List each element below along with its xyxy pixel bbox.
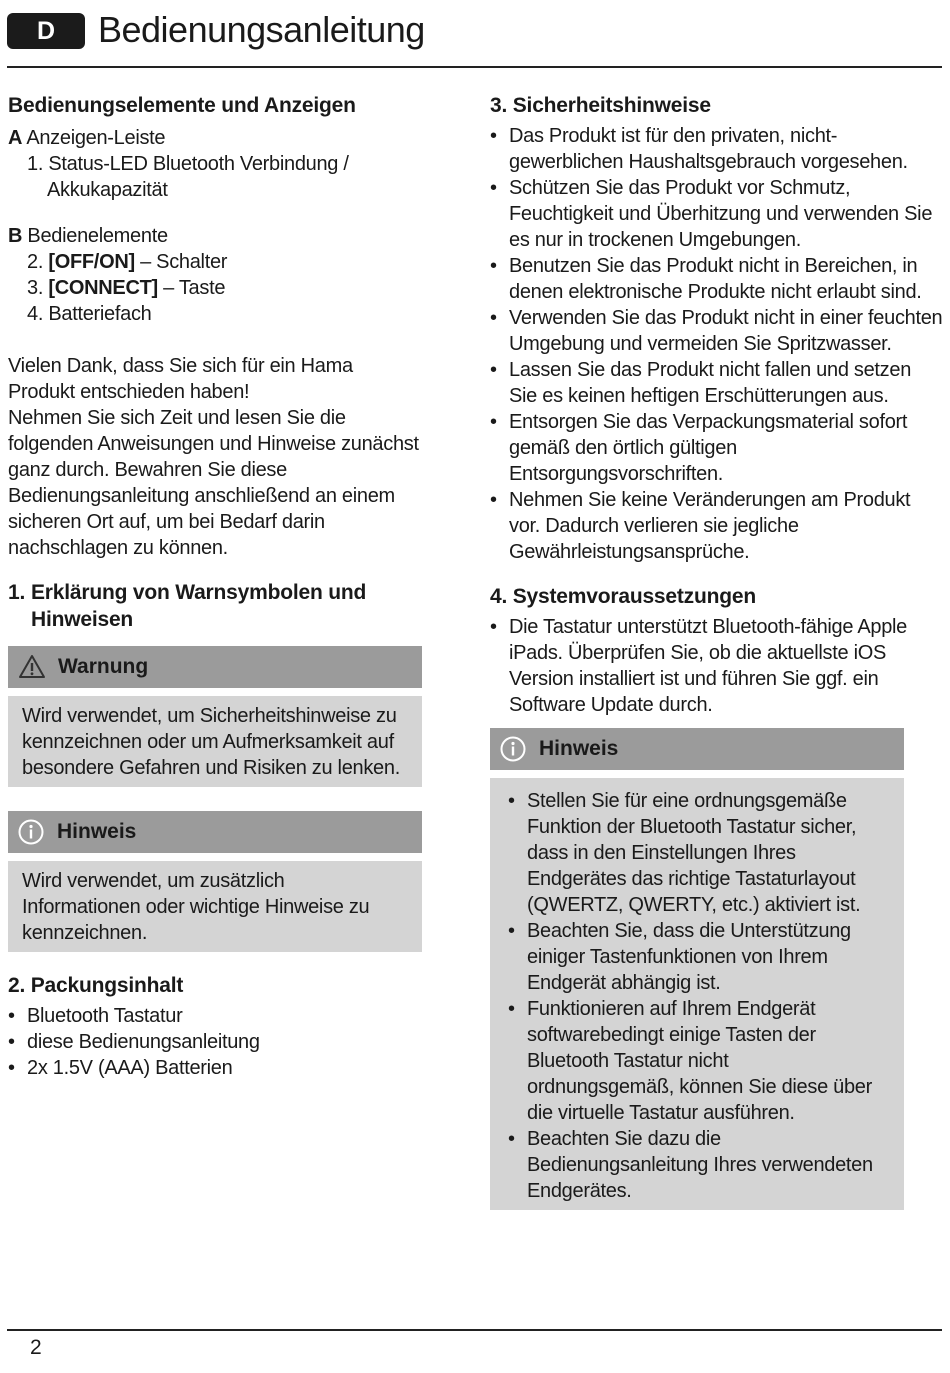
list-item: • Verwenden Sie das Produkt nicht in einer feuchten Umgebung und vermeiden Sie Spritzwasser. bbox=[490, 305, 944, 357]
section3-heading: 3. Sicherheitshinweise bbox=[490, 94, 711, 117]
list-item: • Beachten Sie, dass die Unterstützung einiger Tastenfunktionen von Ihrem Endgerät abhängig ist. bbox=[508, 918, 878, 996]
warning-box-header bbox=[8, 646, 422, 688]
control-item-4: 4. Batteriefach bbox=[27, 303, 152, 325]
list-item: • Benutzen Sie das Produkt nicht in Bereichen, in denen elektronische Produkte nicht erlaubt sind. bbox=[490, 253, 944, 305]
section2-heading: 2. Packungsinhalt bbox=[8, 974, 184, 997]
section1-heading bbox=[8, 579, 422, 633]
list-item: • Entsorgen Sie das Verpackungsmaterial sofort gemäß den örtlich gültigen Entsorgungsvorschriften. bbox=[490, 409, 944, 487]
page-number: 2 bbox=[30, 1336, 42, 1359]
list-item: • Lassen Sie das Produkt nicht fallen und setzen Sie es keinen heftigen Erschütterungen aus. bbox=[490, 357, 944, 409]
note-box-header bbox=[490, 728, 904, 770]
group-a-letter: A bbox=[8, 127, 23, 149]
warning-triangle-icon bbox=[18, 653, 46, 681]
system-list bbox=[490, 614, 930, 718]
group-a-label: Anzeigen-Leiste bbox=[26, 127, 166, 149]
warning-text: Wird verwendet, um Sicherheitshinweise zu kennzeichnen oder um Aufmerksamkeit auf besondere Gefahren und Risiken zu lenken. bbox=[8, 696, 422, 787]
note-box-header bbox=[8, 811, 422, 853]
key-label-connect: [CONNECT] bbox=[48, 277, 158, 299]
list-item: • Das Produkt ist für den privaten, nicht-gewerblichen Haushaltsgebrauch vorgesehen. bbox=[490, 123, 944, 175]
header-rule bbox=[7, 66, 942, 68]
list-item: • Stellen Sie für eine ordnungsgemäße Funktion der Bluetooth Tastatur sicher, dass in den Einstellungen Ihres Endgerätes das richtige Tastaturlayout (QWERTZ, QWERTY, etc.) aktiviert ist. bbox=[508, 788, 878, 918]
list-item: • Bluetooth Tastatur bbox=[8, 1003, 422, 1029]
group-b-label: Bedienelemente bbox=[27, 225, 168, 247]
controls-heading: Bedienungselemente und Anzeigen bbox=[8, 94, 356, 117]
list-item: • diese Bedienungsanleitung bbox=[8, 1029, 422, 1055]
item-desc: – Schalter bbox=[140, 251, 228, 273]
key-label-off-on: [OFF/ON] bbox=[48, 251, 135, 273]
section-number: 1. bbox=[8, 581, 26, 604]
list-item: • Funktionieren auf Ihrem Endgerät softwarebedingt einige Tasten der Bluetooth Tastatur nicht ordnungsgemäß, können Sie diese über die virtuelle Tastatur ausführen. bbox=[508, 996, 878, 1126]
right-column bbox=[490, 92, 944, 1210]
intro-paragraph-2: Nehmen Sie sich Zeit und lesen Sie die folgenden Anweisungen und Hinweise zunächst ganz durch. Bewahren Sie diese Bedienungsanleitung anschließend an einem sicheren Ort auf, um bei Bedarf darin nachschlagen zu können. bbox=[8, 407, 419, 559]
group-b bbox=[8, 223, 422, 249]
item-number: 2. bbox=[27, 251, 44, 273]
page-header bbox=[7, 8, 942, 52]
list-item: • Schützen Sie das Produkt vor Schmutz, Feuchtigkeit und Überhitzung und verwenden Sie es nur in trockenen Umgebungen. bbox=[490, 175, 944, 253]
control-item-3 bbox=[8, 275, 422, 301]
intro-paragraph-1: Vielen Dank, dass Sie sich für ein Hama Produkt entschieden haben! bbox=[8, 355, 353, 403]
control-item-1: 1. Status-LED Bluetooth Verbindung / bbox=[27, 153, 349, 175]
list-item: • Die Tastatur unterstützt Bluetooth-fähige Apple iPads. Überprüfen Sie, ob die aktuellste iOS Version installiert ist und führen Sie ggf. ein Software Update durch. bbox=[490, 614, 930, 718]
list-item: • Beachten Sie dazu die Bedienungsanleitung Ihres verwendeten Endgerätes. bbox=[508, 1126, 878, 1204]
group-b-letter: B bbox=[8, 225, 23, 247]
left-column bbox=[8, 92, 422, 1081]
note-body bbox=[490, 778, 904, 1210]
note-list bbox=[508, 788, 878, 1204]
package-list bbox=[8, 1003, 422, 1081]
language-badge: D bbox=[7, 13, 85, 49]
warning-box bbox=[8, 646, 422, 787]
group-a bbox=[8, 125, 422, 151]
note-label: Hinweis bbox=[539, 737, 619, 760]
document-title: Bedienungsanleitung bbox=[98, 9, 425, 50]
note-text: Wird verwendet, um zusätzlich Informationen oder wichtige Hinweise zu kennzeichnen. bbox=[8, 861, 422, 952]
section-title: Erklärung von Warnsymbolen und Hinweisen bbox=[31, 581, 367, 631]
safety-list bbox=[490, 123, 944, 565]
item-desc: – Taste bbox=[163, 277, 226, 299]
note-label: Hinweis bbox=[57, 820, 137, 843]
section4-heading: 4. Systemvoraussetzungen bbox=[490, 585, 756, 608]
info-icon bbox=[17, 818, 45, 846]
list-item: • 2x 1.5V (AAA) Batterien bbox=[8, 1055, 422, 1081]
control-item-1-cont: Akkukapazität bbox=[47, 179, 168, 201]
note-box-right bbox=[490, 728, 904, 1210]
item-number: 3. bbox=[27, 277, 44, 299]
warning-label: Warnung bbox=[58, 655, 149, 678]
control-item-2 bbox=[8, 249, 422, 275]
note-box bbox=[8, 811, 422, 952]
list-item: • Nehmen Sie keine Veränderungen am Produkt vor. Dadurch verlieren sie jegliche Gewährleistungsansprüche. bbox=[490, 487, 944, 565]
footer-rule bbox=[7, 1329, 942, 1331]
info-icon bbox=[499, 735, 527, 763]
